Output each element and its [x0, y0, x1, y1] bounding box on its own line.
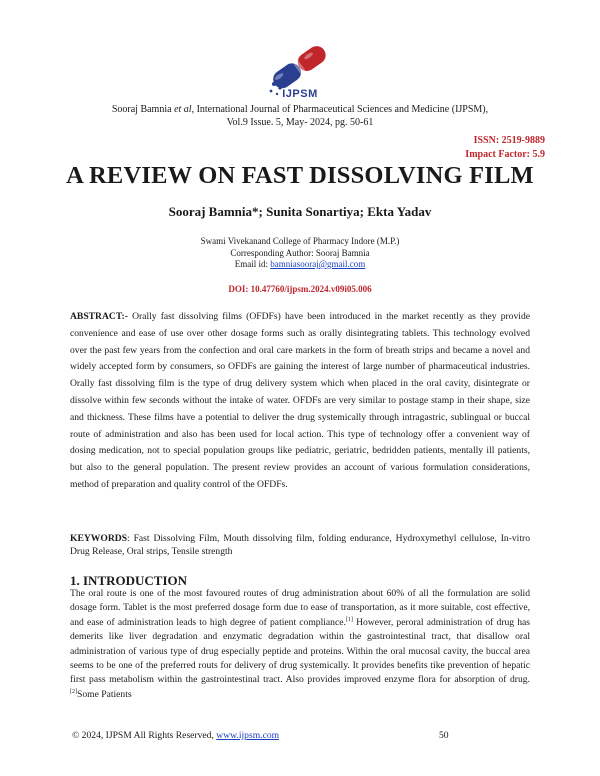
email-link[interactable]: bamniasooraj@gmail.com	[270, 259, 366, 269]
footer-copyright	[72, 730, 279, 741]
intro-text-1: The oral route is one of the most favoured routes of drug administration about 60% of all the formulation are solid dosage form. Tablet is the most preferred dosage form due to ease of transportation, as it more suitable, cost effective, and ease of administration leads to high degree of patient compliance.	[70, 588, 530, 628]
corresponding-author: Corresponding Author: Sooraj Bamnia	[230, 247, 370, 258]
paper-authors: Sooraj Bamnia*; Sunita Sonartiya; Ekta Yadav	[168, 204, 432, 219]
impact-factor: Impact Factor: 5.9	[465, 149, 545, 160]
citation-volume: Vol.9 Issue. 5, May- 2024, pg. 50-61	[226, 117, 374, 128]
abstract-text: Orally fast dissolving films (OFDFs) have been introduced in the market recently as they provide convenience and ease of use over other dosage forms such as orally disintegrating tablets. This technology evolved over the past few years from the confection and oral care markets in the form of breath strips and became a novel and widely accepted form by consumers, so OFDFs are gaining the interest of large number of pharmaceutical industries. Orally fast dissolving film is the type of drug delivery system which when placed in the oral cavity, disintegrate or dissolve within few seconds without the intake of water. OFDFs are very similar to postage stamp in their shape, size and thickness. These films have a potential to deliver the drug systemically through intragastric, sublingual or buccal route of administration and also has been used for local action. This type of technology offer a convenient way of dosing medication, not to special population groups like pediatric, geriatric, bedridden patients, mentally ill patients, but also to the general population. The present review provides an account of various formulation considerations, method of preparation and quality control of the OFDFs.	[70, 311, 530, 490]
issn	[474, 135, 545, 146]
section-heading-introduction: 1. INTRODUCTION	[70, 573, 188, 588]
affiliation: Swami Vivekanand College of Pharmacy Indore (M.P.)	[200, 236, 400, 246]
email-line	[0, 259, 600, 271]
reference-2[interactable]: [2]	[70, 688, 77, 695]
email-label: Email id:	[234, 259, 271, 269]
copyright-text: © 2024, IJPSM All Rights Reserved,	[72, 730, 217, 741]
abstract-label: ABSTRACT:-	[70, 311, 128, 322]
issn-value: : 2519-9889	[495, 135, 545, 146]
doi: DOI: 10.47760/ijpsm.2024.v09i05.006	[228, 284, 372, 294]
footer-site-link[interactable]: www.ijpsm.com	[216, 730, 280, 741]
paper-title: A REVIEW ON FAST DISSOLVING FILM	[66, 162, 534, 189]
intro-text-2: However, peroral administration of drug has demerits like liver degradation and enzymatic degradation within the gastrointestinal tract, that disallow oral administration of various type of drug especially peptide and proteins. Within the oral mucosal cavity, the buccal area seems to be one of the preferred routs for delivery of drug systemically. It provides benefits tike prevention of hepatic first pass metabolism within the gastrointestinal tract. Also provides improved enzyme flora for absorption of drug.	[70, 616, 531, 686]
intro-text-3: Some Patients	[77, 688, 132, 700]
citation-etal: et al	[174, 104, 192, 115]
keywords-label: KEYWORDS	[70, 533, 128, 544]
citation	[40, 103, 560, 129]
abstract	[70, 309, 530, 494]
page-number: 50	[439, 730, 449, 741]
citation-author: Sooraj Bamnia	[111, 104, 175, 115]
affiliation-block	[0, 236, 600, 271]
citation-journal: , International Journal of Pharmaceutical Sciences and Medicine (IJPSM),	[191, 104, 489, 115]
keywords-text: : Fast Dissolving Film, Mouth dissolving film, folding endurance, Hydroxymethyl cellulose, In-vitro Drug Release, Oral strips, Tensile strength	[70, 533, 530, 557]
reference-1[interactable]: [1]	[345, 616, 353, 623]
keywords	[70, 533, 530, 558]
issn-label: ISSN	[473, 135, 496, 146]
introduction-text	[70, 587, 530, 702]
journal-logo-text: IJPSM	[282, 88, 318, 100]
